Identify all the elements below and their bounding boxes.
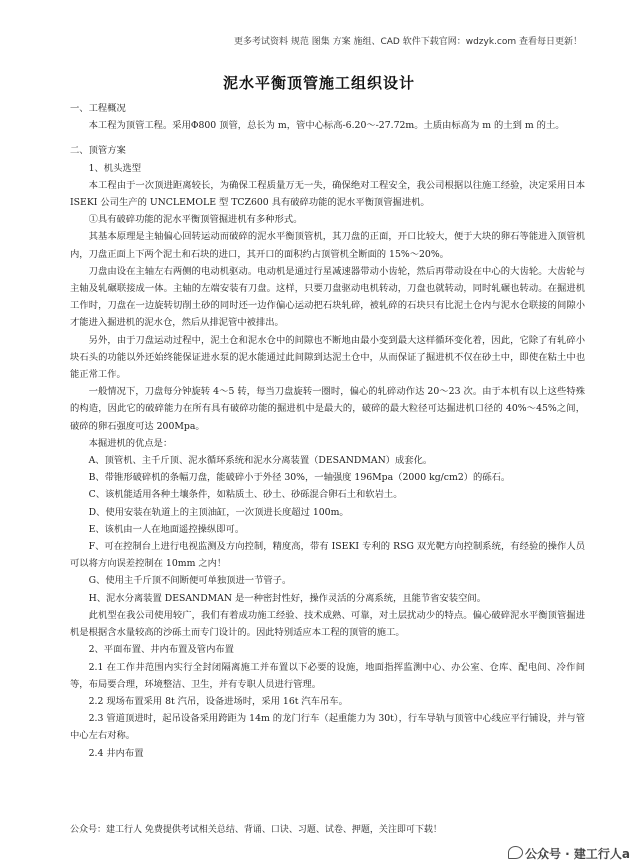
paragraph: 2.1 在工作井范围内实行全封闭隔离施工并布置以下必要的设施，地面指挥监测中心、办公室、仓库、配电间、冷作间等，布局要合理，环境整洁、卫生，并有专职人员进行管理。 — [70, 661, 585, 690]
document-body — [70, 100, 585, 762]
wechat-icon — [508, 846, 523, 859]
paragraph: 刀盘由设在主轴左右两侧的电动机驱动。电动机是通过行星减速器带动小齿轮，然后再带动设在中心的大齿轮。大齿轮与主轴及轧碾联接成一体。主轴的左端安装有刀盘。这样，只要刀盘驱动电机转动，刀盘也就转动，同时轧碾也转动。在掘进机工作时，刀盘在一边旋转切削土砂的同时还一边作偏心运动把石块轧碎，被轧碎的石块只有比泥土仓内与泥水仓联接的间隙小才能进入掘进机的泥水仓，然后从排泥管中被排出。 — [70, 265, 585, 329]
subsection-heading: 2、平面布置、井内布置及管内布置 — [88, 644, 234, 656]
page-title: 泥水平衡顶管施工组织设计 — [222, 74, 415, 92]
paragraph: 其基本原理是主轴偏心回转运动而破碎的泥水平衡顶管机，其刀盘的正面，开口比较大，便于大块的卵石等能进入顶管机内，刀盘正面上下两个泥土和石块的进口，其开口的面积约占顶管机全断面的 15%～20%。 — [70, 231, 585, 260]
watermark-text: 公众号 · 建工行人a — [524, 847, 630, 861]
list-item: D、使用安装在轨道上的主顶油缸，一次顶进长度超过 100m。 — [88, 506, 349, 518]
list-item: B、带锥形破碎机的条幅刀盘，能破碎小于外径 30%，一轴强度 196Mpa（2000 kg/cm2）的砾石。 — [88, 472, 511, 484]
paragraph: 一般情况下，刀盘每分钟旋转 4～5 转，每当刀盘旋转一圈时，偏心的轧碎动作达 20～23 次。由于本机有以上这些特殊的构造，因此它的破碎能力在所有具有破碎功能的掘进机中是最大的，破碎的最大粒径可达掘进机口径的 40%～45%之间，破碎的卵石强度可达 200Mpa。 — [70, 386, 585, 432]
section-heading: 一、工程概况 — [70, 103, 126, 114]
paragraph: 此机型在我公司使用较广，我们有着成功施工经验、技术成熟、可靠，对土层扰动少的特点。偏心破碎泥水平衡顶管掘进机是根据含水量较高的沙砾土而专门设计的。因此特别适应本工程的顶管的施工。 — [70, 609, 585, 639]
paragraph: 本工程由于一次顶进距离较长，为确保工程质量万无一失，确保绝对工程安全，我公司根据以往施工经验，决定采用日本 ISEKI 公司生产的 UNCLEMOLE 型 TCZ600 具有破碎功能的泥水平衡顶管掘进机。 — [70, 179, 585, 209]
watermark — [508, 845, 630, 862]
subsection-heading: 1、机头选型 — [88, 162, 141, 174]
paragraph: 本掘进机的优点是： — [88, 437, 173, 449]
section-heading: 二、顶管方案 — [70, 145, 126, 157]
list-item: A、顶管机、主千斤顶、泥水循环系统和泥水分离装置（DESANDMAN）成套化。 — [88, 455, 433, 467]
list-item: F、可在控制台上进行电视监测及方向控制，精度高，带有 ISEKI 专利的 RSG 双光靶方向控制系统，有经验的操作人员可以将方向误差控制在 10mm 之内！ — [70, 541, 585, 570]
page-header: 更多考试资料 规范 图集 方案 施组、CAD 软件下载官网：wdzyk.com 查看每日更新！ — [234, 37, 582, 47]
paragraph: 2.2 现场布置采用 8t 汽吊，设备进场时，采用 16t 汽车吊车。 — [88, 695, 348, 707]
list-item: G、使用主千斤顶不间断便可单独顶进一节管子。 — [88, 575, 292, 587]
page-footer: 公众号：建工行人 免费提供考试相关总结、背诵、口诀、习题、试卷、押题，关注即可下载！ — [70, 825, 442, 835]
paragraph: 2.4 井内布置 — [88, 747, 144, 759]
list-item: H、泥水分离装置 DESANDMAN 是一种密封性好，操作灵活的分离系统，且能节省安装空间。 — [88, 592, 486, 604]
paragraph: 2.3 管道顶进时，起吊设备采用跨距为 14m 的龙门行车（起重能力为 30t），行车导轨与顶管中心线应平行铺设，并与管中心左右对称。 — [70, 713, 585, 742]
paragraph: 本工程为顶管工程。采用Φ800 顶管，总长为 m，管中心标高-6.20～-27.72m。土质由标高为 m 的土到 m 的土。 — [88, 120, 565, 132]
paragraph: 另外，由于刀盘运动过程中，泥土仓和泥水仓中的间隙也不断地由最小变到最大这样循环变化着，因此，它除了有轧碎小块石头的功能以外还始终能保证进水泵的泥水能通过此间隙到达泥土仓中，从而保证了掘进机不仅在砂土中，即使在粘土中也能正常工作。 — [70, 334, 585, 381]
list-item: E、该机由一人在地面遥控操纵即可。 — [88, 523, 245, 535]
paragraph: ①具有破碎功能的泥水平衡顶管掘进机有多种形式。 — [88, 214, 303, 226]
spacer — [70, 134, 585, 142]
list-item: C、该机能适用各种土壤条件，如粘质土、砂土、砂砾混合卵石土和软岩土。 — [88, 489, 403, 501]
